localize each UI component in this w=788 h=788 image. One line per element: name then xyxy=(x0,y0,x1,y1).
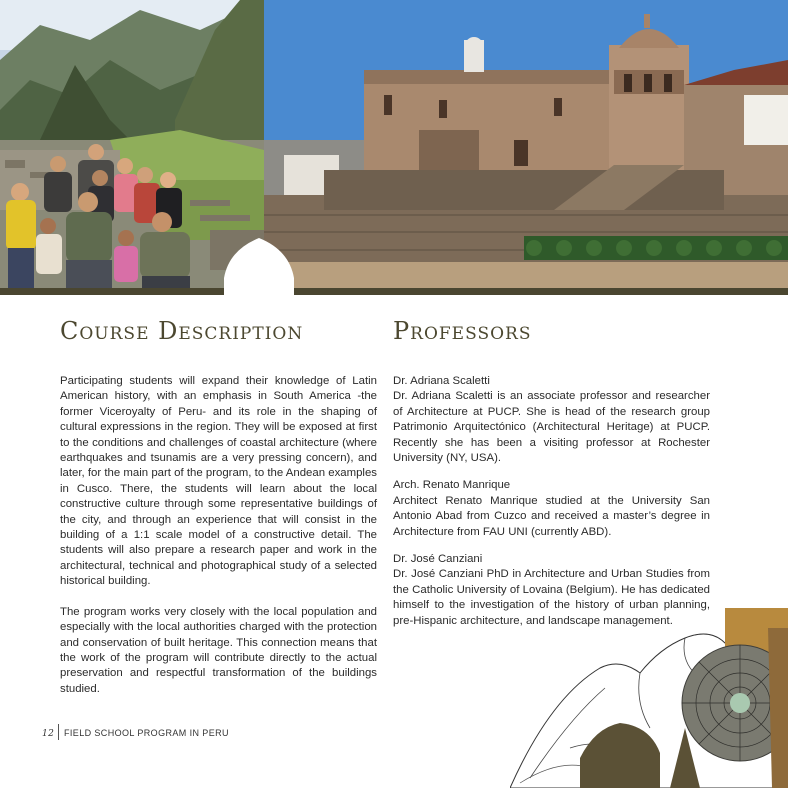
footer-divider xyxy=(58,724,59,740)
professor-name: Dr. Adriana Scaletti xyxy=(393,375,490,387)
professor-entry xyxy=(393,478,710,540)
course-description-body xyxy=(60,374,377,712)
professor-name: Arch. Renato Manrique xyxy=(393,479,511,492)
footer-title: FIELD SCHOOL PROGRAM IN PERU xyxy=(64,728,229,738)
mountain-sketch-illustration xyxy=(510,608,788,788)
professor-name: Dr. José Canziani xyxy=(393,553,483,566)
page-number: 12 xyxy=(42,729,55,739)
page-footer xyxy=(42,724,229,740)
course-paragraph: The program works very closely with the local population and especially with the local authorities charged with the protection and conservation of built heritage. This connection means that the work of the program will contribute directly to the actual preservation and respectful transformation of the buildings studied. xyxy=(60,605,377,695)
professors-heading: Professors xyxy=(393,317,532,345)
photo-divider-band xyxy=(0,288,788,295)
professor-bio: Dr. José Canziani PhD in Architecture and Urban Studies from the Catholic University of Lovaina (Belgium). He has dedicated himself to the investigation of the history of urban planning, pre-Hispanic architecture, and landscape management. xyxy=(393,568,710,627)
arch-ornament-icon xyxy=(224,238,294,296)
course-description-heading: Course Description xyxy=(60,317,304,345)
professors-list xyxy=(393,374,710,641)
professor-bio: Architect Renato Manrique studied at the University San Antonio Abad from Cuzco and received a master’s degree in Architecture from FAU UNI (currently ABD). xyxy=(393,494,710,538)
professor-bio: Dr. Adriana Scaletti is an associate professor and researcher of Architecture at PUCP. She is head of the research group Patrimonio Arquitectónico (Architectural Heritage) at PUCP. Recently she has been a visiting professor at Rochester University (NY, USA). xyxy=(393,390,710,465)
professor-entry xyxy=(393,374,710,466)
course-paragraph: Participating students will expand their knowledge of Latin American history, with an emphasis in South America -the former Viceroyalty of Peru- and its role in the shaping of cultural expressions in the region. They will be exposed at first to the conditions and challenges of coastal architecture (where earthquakes and tsunamis are a very pressing concern), and later, for the main part of the program, to the Andean examples in Cusco. There, the students will learn about the local constructive culture through some representative buildings of the city, and through an experience that will consist in the building of a 1:1 scale model of a constructive detail. The students will also prepare a research paper and work in the architectural, technical and photographical study of a selected historical building. xyxy=(60,375,377,588)
cusco-church-photo xyxy=(264,0,788,288)
